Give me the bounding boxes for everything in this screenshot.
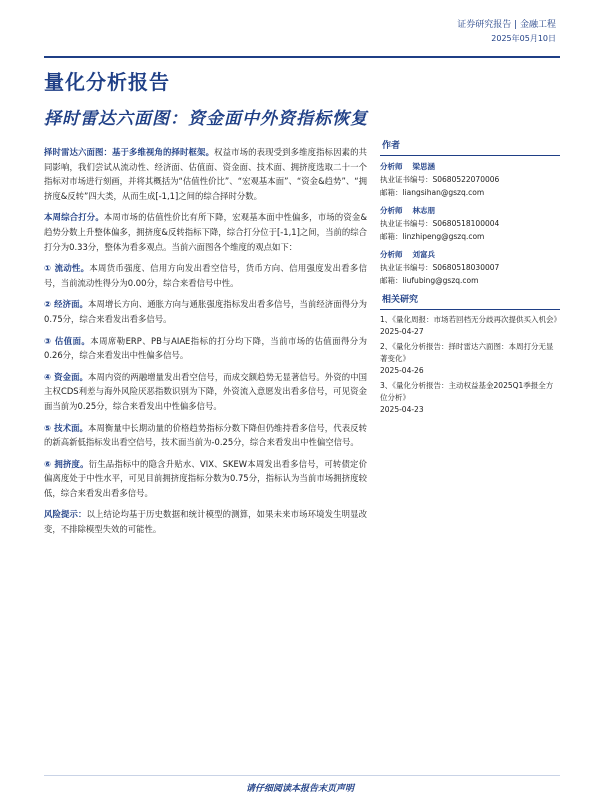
item-capital <box>44 370 367 414</box>
report-header <box>457 18 556 46</box>
author-email[interactable]: 邮箱：liangsihan@gszq.com <box>380 188 485 197</box>
related-title: 2、《量化分析报告：择时雷达六面图：本周打分无显著变化》 <box>380 342 554 363</box>
author-cert: 执业证书编号：S0680518030007 <box>380 263 500 272</box>
related-date: 2025-04-27 <box>380 327 424 336</box>
author-card <box>380 160 560 199</box>
intro-lead: 择时雷达六面图：基于多维视角的择时框架。 <box>44 147 215 157</box>
risk-lead: 风险提示： <box>44 509 87 520</box>
related-date: 2025-04-26 <box>380 366 424 375</box>
item-valuation <box>44 334 367 363</box>
author-cert: 执业证书编号：S0680518100004 <box>380 219 500 228</box>
author-name: 梁思涵 <box>412 162 435 171</box>
item-body: 本周增长方向、通胀方向与通胀强度指标发出看多信号，当前经济面得分为0.75分，综合来看发出看多信号。 <box>44 299 367 324</box>
report-category: 证券研究报告 | 金融工程 <box>457 20 556 30</box>
author-name: 刘富兵 <box>412 250 435 259</box>
author-card <box>380 248 560 287</box>
related-title: 3、《量化分析报告：主动权益基金2025Q1季报全方位分析》 <box>380 381 554 402</box>
item-crowding <box>44 457 367 501</box>
document-title: 择时雷达六面图：资金面中外资指标恢复 <box>44 109 368 129</box>
item-body: 本周内资的两融增量发出看空信号，而成交额趋势无显著信号。外资的中国主权CDS利差与海外风险厌恶指数识别为下降，外资流入意愿发出看多信号，可见资金面当前为0.25分，综合来看发出中性偏多信号。 <box>44 371 367 411</box>
related-item[interactable] <box>380 341 560 377</box>
item-body: 本周席勒ERP、PB与AIAE指标的打分均下降，当前市场的估值面得分为0.26分，综合来看发出中性偏多信号。 <box>44 335 367 361</box>
related-heading: 相关研究 <box>380 292 560 310</box>
sidebar <box>380 138 560 419</box>
item-lead: ④ 资金面。 <box>44 371 88 382</box>
item-liquidity <box>44 261 367 290</box>
item-lead: ③ 估值面。 <box>44 335 91 346</box>
related-item[interactable] <box>380 380 560 416</box>
item-body: 衍生品指标中的隐含升贴水、VIX、SKEW本周发出看多信号，可转债定价偏离度处于中性水平，可见目前拥挤度指标分数为0.75分，指标认为当前市场拥挤度较低，综合来看发出看多信号。 <box>44 458 367 498</box>
intro-paragraph <box>44 145 367 203</box>
risk-paragraph <box>44 507 367 536</box>
author-name: 林志朋 <box>412 206 435 215</box>
item-lead: ⑤ 技术面。 <box>44 422 88 433</box>
weekly-paragraph <box>44 210 367 254</box>
item-economy <box>44 297 367 326</box>
author-email[interactable]: 邮箱：linzhipeng@gszq.com <box>380 232 485 241</box>
item-body: 本周衡量中长期动量的价格趋势指标分数下降但仍维持看多信号，代表反转的新高新低指标发出看空信号，技术面当前为-0.25分，综合来看发出中性偏空信号。 <box>44 422 367 448</box>
related-date: 2025-04-23 <box>380 405 424 414</box>
author-role: 分析师 <box>380 206 403 215</box>
author-role: 分析师 <box>380 250 403 259</box>
author-cert: 执业证书编号：S0680522070006 <box>380 175 500 184</box>
item-body: 本周货币强度、信用方向发出看空信号，货币方向、信用强度发出看多信号，当前流动性得分为0.00分，综合来看信号中性。 <box>44 263 367 288</box>
document-type: 量化分析报告 <box>44 70 170 94</box>
risk-body: 以上结论均基于历史数据和统计模型的测算，如果未来市场环境发生明显改变，不排除模型失效的可能性。 <box>44 509 368 535</box>
summary-column <box>44 145 367 544</box>
intro-body: 权益市场的表现受到多维度指标因素的共同影响，我们尝试从流动性、经济面、估值面、资金面、技术面、拥挤度选取二十一个指标对市场进行刻画，并将其概括为“估值性价比”、“宏观基本面”、“资金&趋势”、“拥挤度&反转”四大类，从而生成[-1,1]之间的综合择时分数。 <box>44 147 368 201</box>
weekly-lead: 本周综合打分。 <box>44 212 104 223</box>
header-divider <box>44 56 560 58</box>
related-title: 1、《量化周报：市场若回档无分歧再次提供买入机会》 <box>380 315 562 324</box>
author-card <box>380 204 560 243</box>
item-lead: ⑥ 拥挤度。 <box>44 458 89 469</box>
footer-divider <box>44 775 560 776</box>
footer-disclaimer: 请仔细阅读本报告末页声明 <box>245 784 354 794</box>
item-lead: ② 经济面。 <box>44 299 88 310</box>
authors-heading: 作者 <box>380 138 560 156</box>
author-role: 分析师 <box>380 162 403 171</box>
author-email[interactable]: 邮箱：liufubing@gszq.com <box>380 276 479 285</box>
related-item[interactable] <box>380 314 560 338</box>
report-date: 2025年05月10日 <box>491 34 556 43</box>
weekly-body: 本周市场的估值性价比有所下降，宏观基本面中性偏多，市场的资金&趋势分数上升整体偏多，拥挤度&反转指标下降，综合打分位于[-1,1]之间，当前的综合打分为0.33分，整体为看多观点。当前六面图各个维度的观点如下： <box>44 212 367 252</box>
item-lead: ① 流动性。 <box>44 263 90 274</box>
item-technical <box>44 421 367 450</box>
